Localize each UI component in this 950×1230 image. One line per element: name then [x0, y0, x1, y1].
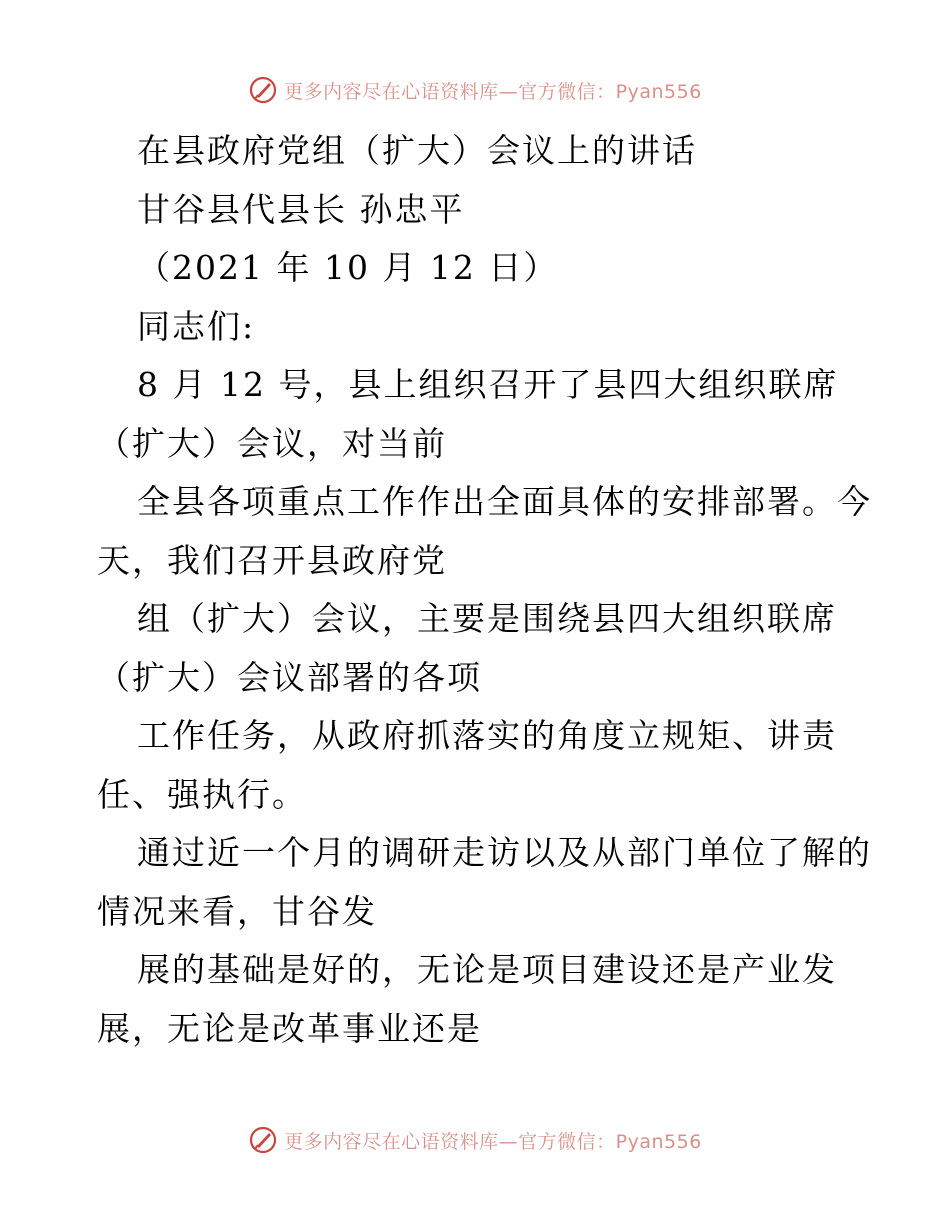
header-watermark-banner — [0, 72, 950, 108]
text-line: 情况来看，甘谷发 — [97, 891, 377, 931]
text-line: 同志们: — [137, 306, 256, 346]
quill-logo-icon — [248, 75, 278, 105]
text-line: 组（扩大）会议，主要是围绕县四大组织联席 — [137, 599, 837, 638]
text-line: 天，我们召开县政府党 — [97, 540, 447, 580]
text-line: 展，无论是改革事业还是 — [97, 1008, 482, 1048]
watermark-text: 更多内容尽在心语资料库—官方微信：Pyan556 — [284, 1130, 702, 1153]
text-line: 在县政府党组（扩大）会议上的讲话 — [137, 131, 697, 170]
document-body — [97, 122, 872, 1058]
watermark-text: 更多内容尽在心语资料库—官方微信：Pyan556 — [284, 80, 702, 103]
text-line: 任、强执行。 — [97, 774, 307, 814]
text-line: （扩大）会议，对当前 — [97, 423, 447, 463]
text-line: 工作任务，从政府抓落实的角度立规矩、讲责 — [137, 716, 837, 755]
text-line: 展的基础是好的，无论是项目建设还是产业发 — [137, 950, 837, 989]
text-line: 通过近一个月的调研走访以及从部门单位了解的 — [137, 833, 872, 872]
text-line: （2021 年 10 月 12 日） — [137, 248, 559, 287]
text-line: 甘谷县代县长 孙忠平 — [137, 189, 465, 229]
text-line: （扩大）会议部署的各项 — [97, 657, 482, 697]
text-line: 8 月 12 号，县上组织召开了县四大组织联席 — [137, 365, 839, 404]
footer-watermark-banner — [0, 1122, 950, 1158]
quill-logo-icon — [248, 1125, 278, 1155]
text-line: 全县各项重点工作作出全面具体的安排部署。今 — [137, 482, 872, 521]
